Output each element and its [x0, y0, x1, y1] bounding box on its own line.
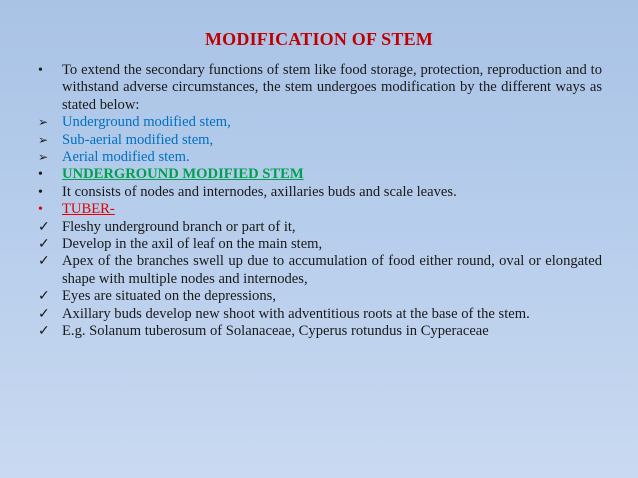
check-icon: ✓: [38, 306, 50, 322]
list-item-apex: [38, 253, 602, 288]
list-item-subaerial: [38, 132, 602, 149]
section-heading: UNDERGROUND MODIFIED STEM: [62, 166, 304, 183]
bullet-icon: •: [38, 167, 43, 183]
list-item-develop: [38, 236, 602, 253]
list-item-text: Apex of the branches swell up due to accumulation of food either round, oval or elongated shape with multiple nodes and internodes,: [62, 253, 602, 287]
list-item-text: Fleshy underground branch or part of it,: [62, 218, 296, 235]
check-icon: ✓: [38, 254, 50, 270]
list-item-text: Develop in the axil of leaf on the main stem,: [62, 236, 323, 253]
bullet-icon: •: [38, 202, 43, 218]
list-item-example: [38, 323, 602, 340]
list-item-text: It consists of nodes and internodes, axillaries buds and scale leaves.: [62, 183, 457, 200]
list-item-nodes: [38, 184, 602, 201]
bullet-icon: •: [38, 63, 43, 78]
list-item-text: Sub-aerial modified stem,: [62, 131, 214, 148]
list-item-eyes: [38, 288, 602, 305]
check-icon: ✓: [38, 289, 50, 305]
list-item-text: E.g. Solanum tuberosum of Solanaceae, Cyperus rotundus in Cyperaceae: [62, 323, 489, 340]
check-icon: ✓: [38, 324, 50, 340]
list-item-text: Underground modified stem,: [62, 114, 231, 131]
list-item-text: Axillary buds develop new shoot with adventitious roots at the base of the stem.: [62, 305, 530, 322]
list-item-underground: [38, 114, 602, 131]
list-item-axillary: [38, 306, 602, 323]
list-item-text: Aerial modified stem.: [62, 149, 190, 166]
check-icon: ✓: [38, 219, 50, 235]
arrow-icon: ➢: [38, 115, 49, 130]
check-icon: ✓: [38, 237, 50, 253]
list-item-tuber-heading: [38, 201, 602, 218]
list-item-fleshy: [38, 219, 602, 236]
arrow-icon: ➢: [38, 132, 49, 147]
list-item-intro: [38, 62, 602, 114]
list-item-aerial: [38, 149, 602, 166]
list-item-text: Eyes are situated on the depressions,: [62, 288, 276, 305]
bullet-list: [38, 62, 602, 341]
list-item-text: To extend the secondary functions of stem like food storage, protection, reproduction and to withstand adverse circumstances, the stem undergoes modification by the different ways as stated below:: [62, 62, 602, 113]
section-heading: TUBER-: [62, 201, 115, 218]
slide-title: MODIFICATION OF STEM: [204, 29, 433, 49]
list-item-underground-heading: [38, 166, 602, 183]
arrow-icon: ➢: [38, 150, 49, 165]
bullet-icon: •: [38, 184, 43, 200]
